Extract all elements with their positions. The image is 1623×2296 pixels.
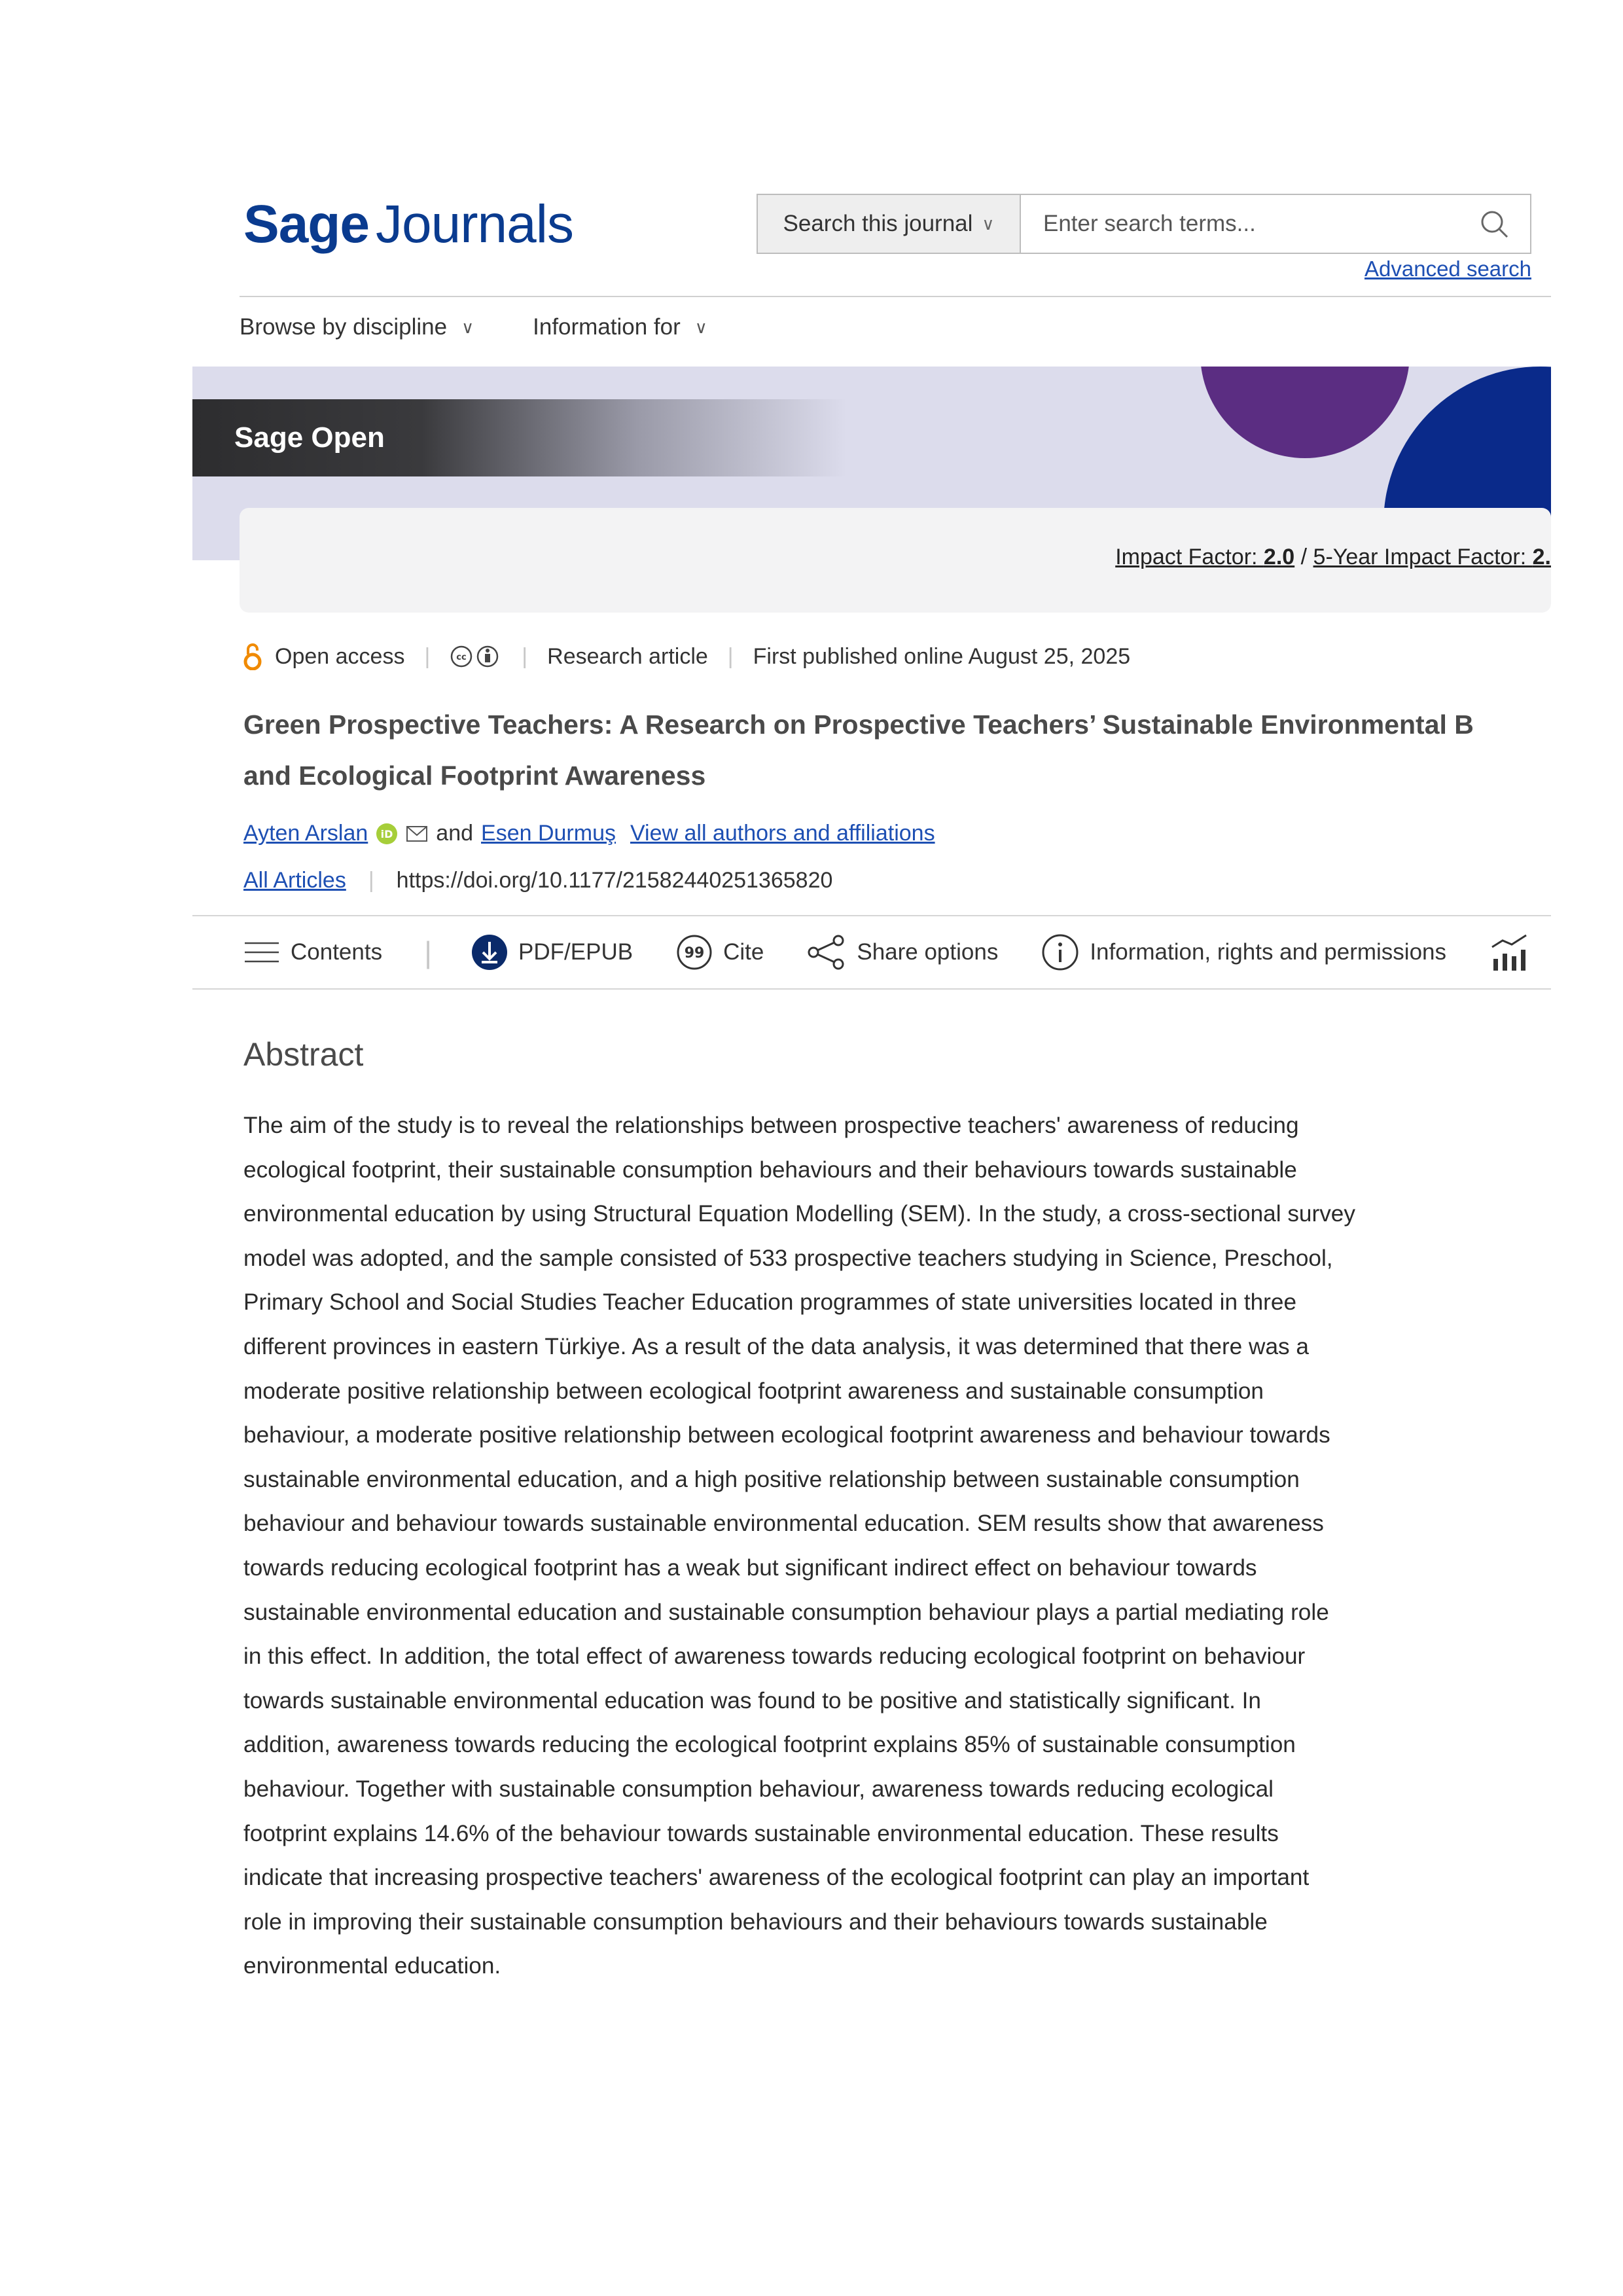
abstract-line: role in improving their sustainable consumption behaviours and their behaviours towards sustainable <box>243 1909 1268 1935</box>
open-access-label: Open access <box>275 643 405 669</box>
search-button[interactable] <box>1458 195 1530 253</box>
article-title-line: and Ecological Footprint Awareness <box>243 761 706 791</box>
five-year-impact-label: 5-Year Impact Factor: <box>1313 545 1533 569</box>
abstract-line: environmental education by using Structural Equation Modelling (SEM). In the study, a cross-sectional survey <box>243 1201 1355 1227</box>
abstract-line: different provinces in eastern Türkiye. As a result of the data analysis, it was determined that there was a <box>243 1333 1309 1359</box>
five-year-impact-value: 2. <box>1532 545 1551 569</box>
contents-button[interactable] <box>243 939 382 965</box>
svg-text:iD: iD <box>380 827 393 840</box>
pdf-epub-label: PDF/EPUB <box>518 939 633 965</box>
article-title-line: Green Prospective Teachers: A Research on Prospective Teachers’ Sustainable Environmental B <box>243 709 1474 740</box>
contents-label: Contents <box>291 939 383 965</box>
article-meta-row <box>243 639 1130 674</box>
article-type: Research article <box>547 643 708 669</box>
cite-label: Cite <box>723 939 764 965</box>
divider: | <box>424 935 433 969</box>
divider: | <box>368 868 374 893</box>
hamburger-menu-icon <box>243 939 280 965</box>
nav-item-label: Browse by discipline <box>240 314 448 340</box>
metrics-chart-icon <box>1489 933 1529 972</box>
divider: | <box>522 643 528 669</box>
decorative-purple-circle <box>1200 367 1410 458</box>
search-input[interactable] <box>1021 195 1458 253</box>
chevron-down-icon: ∨ <box>461 317 474 337</box>
abstract-line: moderate positive relationship between ecological footprint awareness and sustainable consumption <box>243 1378 1264 1404</box>
view-all-authors-link[interactable]: View all authors and affiliations <box>630 821 935 846</box>
abstract-line: ecological footprint, their sustainable consumption behaviours and their behaviours towards sustainable <box>243 1157 1297 1183</box>
logo-text-sage: Sage <box>243 194 369 254</box>
abstract-line: towards sustainable environmental education was found to be positive and statistically significant. In <box>243 1687 1262 1713</box>
logo-text-journals: Journals <box>376 194 573 254</box>
orcid-icon[interactable] <box>376 823 398 845</box>
open-access-lock-icon <box>243 643 262 670</box>
impact-factor-value: 2.0 <box>1263 545 1295 569</box>
abstract-line: behaviour and behaviour towards sustainable environmental education. SEM results show that awareness <box>243 1511 1324 1537</box>
header-divider <box>240 296 1551 297</box>
svg-text:cc: cc <box>456 653 467 662</box>
search-scope-label: Search this journal <box>783 211 973 236</box>
abstract-body <box>243 1103 1507 1988</box>
impact-factor[interactable] <box>1115 545 1551 570</box>
information-rights-label: Information, rights and permissions <box>1090 939 1447 965</box>
abstract-line: The aim of the study is to reveal the relationships between prospective teachers' awareness of reducing <box>243 1113 1299 1138</box>
journal-title[interactable]: Sage Open <box>234 422 385 454</box>
info-icon <box>1041 933 1079 971</box>
svg-text:99: 99 <box>684 945 705 961</box>
abstract-line: footprint explains 14.6% of the behaviour towards sustainable environmental education. These results <box>243 1820 1279 1846</box>
abstract-line: sustainable environmental education, and a high positive relationship between sustainable consumption <box>243 1466 1300 1492</box>
article-title <box>243 699 1551 801</box>
abstract-line: sustainable environmental education and sustainable consumption behaviour plays a partial mediating role <box>243 1599 1329 1625</box>
download-icon <box>471 934 508 971</box>
nav-information-for[interactable] <box>533 308 707 347</box>
primary-nav <box>240 308 707 347</box>
metrics-button[interactable] <box>1489 933 1529 972</box>
abstract-line: behaviour, a moderate positive relationship between ecological footprint awareness and behaviour towards <box>243 1422 1330 1448</box>
abstract-line: Primary School and Social Studies Teacher Education programmes of state universities located in three <box>243 1289 1297 1316</box>
share-icon <box>807 934 846 971</box>
search-scope-dropdown[interactable] <box>758 195 1021 253</box>
abstract-heading: Abstract <box>243 1036 364 1073</box>
doi-row <box>243 868 832 893</box>
content-viewport <box>192 0 1551 2296</box>
abstract-line: model was adopted, and the sample consisted of 533 prospective teachers studying in Science, Preschool, <box>243 1245 1333 1271</box>
publication-date: First published online August 25, 2025 <box>753 643 1131 669</box>
information-rights-button[interactable] <box>1041 933 1446 971</box>
abstract-line: in this effect. In addition, the total effect of awareness towards reducing ecological footprint on behaviour <box>243 1643 1306 1670</box>
author-link[interactable]: Ayten Arslan <box>243 821 368 846</box>
abstract-line: environmental education. <box>243 1953 501 1979</box>
chevron-down-icon: ∨ <box>982 213 995 234</box>
cc-license-icon[interactable] <box>450 643 502 670</box>
divider: | <box>424 643 431 669</box>
author-list <box>243 821 935 846</box>
share-options-button[interactable] <box>807 934 998 971</box>
doi-link[interactable]: https://doi.org/10.1177/21582440251365820 <box>396 868 833 893</box>
all-articles-link[interactable]: All Articles <box>243 868 346 893</box>
abstract-line: addition, awareness towards reducing the ecological footprint explains 85% of sustainable consumption <box>243 1732 1296 1758</box>
quote-icon <box>676 934 713 971</box>
author-link[interactable]: Esen Durmuş <box>481 821 616 846</box>
pdf-epub-button[interactable] <box>471 934 633 971</box>
nav-item-label: Information for <box>533 314 681 340</box>
nav-browse-by-discipline[interactable] <box>240 308 474 347</box>
impact-factor-label: Impact Factor: <box>1115 545 1264 569</box>
divider: | <box>727 643 734 669</box>
article-toolbar <box>192 915 1551 990</box>
authors-conjunction: and <box>436 821 474 846</box>
search-bar <box>757 194 1531 254</box>
share-options-label: Share options <box>857 939 999 965</box>
advanced-search-link[interactable]: Advanced search <box>1364 257 1531 281</box>
email-icon[interactable] <box>406 825 428 843</box>
abstract-line: behaviour. Together with sustainable consumption behaviour, awareness towards reducing ecological <box>243 1776 1274 1802</box>
chevron-down-icon: ∨ <box>694 317 707 337</box>
cite-button[interactable] <box>676 934 764 971</box>
impact-separator: / <box>1294 545 1313 569</box>
sage-journals-logo[interactable] <box>243 194 573 255</box>
abstract-line: towards reducing ecological footprint has a weak but significant indirect effect on behaviour towards <box>243 1554 1257 1581</box>
search-icon <box>1479 209 1509 239</box>
abstract-line: indicate that increasing prospective teachers' awareness of the ecological footprint can play an important <box>243 1865 1310 1891</box>
